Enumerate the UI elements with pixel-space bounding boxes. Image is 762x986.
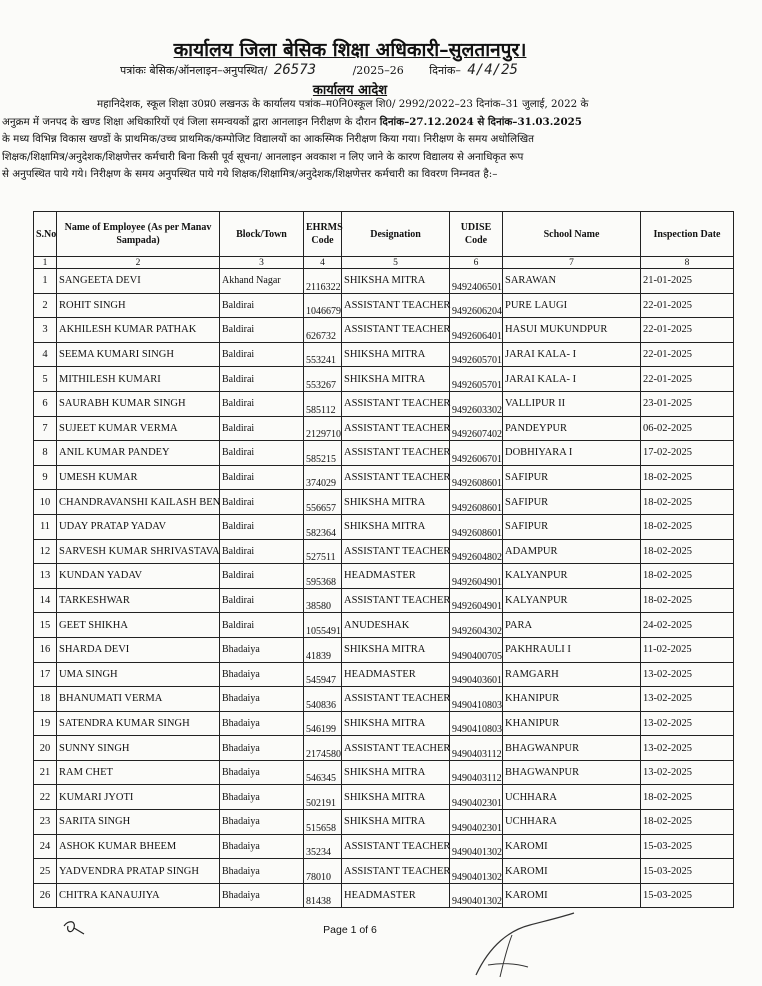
cell-block: Bhadaiya [220, 760, 304, 785]
cell-designation: ASSISTANT TEACHER [342, 834, 450, 859]
cell-school: KHANIPUR [503, 687, 641, 712]
cell-block: Baldirai [220, 465, 304, 490]
cell-block: Bhadaiya [220, 711, 304, 736]
cell-name: UMESH KUMAR [57, 465, 220, 490]
col-number: 6 [450, 257, 503, 269]
cell-date: 24-02-2025 [641, 613, 734, 638]
cell-designation: HEADMASTER [342, 564, 450, 589]
cell-designation: SHIKSHA MITRA [342, 342, 450, 367]
cell-udise: 9490401302 [450, 859, 503, 884]
cell-ehrms: 585215 [304, 441, 342, 466]
cell-sno: 5 [34, 367, 57, 392]
cell-date: 18-02-2025 [641, 564, 734, 589]
cell-block: Baldirai [220, 514, 304, 539]
cell-date: 15-03-2025 [641, 859, 734, 884]
cell-designation: SHIKSHA MITRA [342, 490, 450, 515]
cell-udise: 9490402301 [450, 810, 503, 835]
cell-designation: SHIKSHA MITRA [342, 367, 450, 392]
col-number: 8 [641, 257, 734, 269]
cell-sno: 15 [34, 613, 57, 638]
cell-designation: ASSISTANT TEACHER [342, 539, 450, 564]
table-row [34, 662, 734, 687]
paragraph-line-4: शिक्षक/शिक्षामित्र/अनुदेशक/शिक्षणेत्तर कर्मचारी बिना किसी पूर्व सूचना/ आनलाइन अवकाश न लिए जाने के कारण विद्यालय से अनाधिकृत रूप [2, 150, 524, 163]
cell-block: Baldirai [220, 342, 304, 367]
cell-udise: 9492605701 [450, 367, 503, 392]
cell-sno: 7 [34, 416, 57, 441]
cell-date: 21-01-2025 [641, 269, 734, 294]
cell-school: VALLIPUR II [503, 391, 641, 416]
cell-sno: 16 [34, 637, 57, 662]
cell-ehrms: 1046679 [304, 293, 342, 318]
cell-school: DOBHIYARA I [503, 441, 641, 466]
cell-ehrms: 582364 [304, 514, 342, 539]
table-row [34, 391, 734, 416]
cell-sno: 1 [34, 269, 57, 294]
cell-sno: 22 [34, 785, 57, 810]
table-row [34, 441, 734, 466]
cell-name: SANGEETA DEVI [57, 269, 220, 294]
cell-date: 22-01-2025 [641, 367, 734, 392]
cell-school: JARAI KALA- I [503, 367, 641, 392]
paragraph-line-2a: अनुक्रम में जनपद के खण्ड शिक्षा अधिकारियों एवं जिला समन्वयकों द्वारा आनलाइन निरीक्षण के दौरान [2, 115, 377, 128]
cell-udise: 9492604802 [450, 539, 503, 564]
cell-date: 18-02-2025 [641, 490, 734, 515]
cell-name: ASHOK KUMAR BHEEM [57, 834, 220, 859]
table-row [34, 834, 734, 859]
cell-date: 18-02-2025 [641, 785, 734, 810]
cell-udise: 9492606204 [450, 293, 503, 318]
cell-sno: 26 [34, 883, 57, 908]
cell-school: SARAWAN [503, 269, 641, 294]
cell-school: ADAMPUR [503, 539, 641, 564]
cell-date: 22-01-2025 [641, 318, 734, 343]
cell-date: 15-03-2025 [641, 883, 734, 908]
cell-udise: 9490402301 [450, 785, 503, 810]
cell-date: 13-02-2025 [641, 662, 734, 687]
col-number: 2 [57, 257, 220, 269]
cell-sno: 24 [34, 834, 57, 859]
cell-block: Bhadaiya [220, 736, 304, 761]
cell-name: BHANUMATI VERMA [57, 687, 220, 712]
cell-designation: ASSISTANT TEACHER [342, 293, 450, 318]
cell-ehrms: 595368 [304, 564, 342, 589]
cell-name: SARITA SINGH [57, 810, 220, 835]
table-row [34, 367, 734, 392]
cell-udise: 9492608601 [450, 490, 503, 515]
paragraph-line-1: महानिदेशक, स्कूल शिक्षा उ0प्र0 लखनऊ के कार्यालय पत्रांक–म0नि0स्कूल शि0/ 2992/2022–23 दिनांक–31 जुलाई, 2022 के [97, 98, 589, 110]
cell-block: Bhadaiya [220, 662, 304, 687]
page-number: Page 1 of 6 [323, 924, 377, 936]
table-row [34, 883, 734, 908]
cell-udise: 9492607402 [450, 416, 503, 441]
cell-designation: ANUDESHAK [342, 613, 450, 638]
header-block: Block/Town [220, 212, 304, 257]
col-number: 3 [220, 257, 304, 269]
cell-date: 13-02-2025 [641, 760, 734, 785]
table-header-row [34, 212, 734, 257]
cell-date: 13-02-2025 [641, 711, 734, 736]
cell-udise: 9490401302 [450, 883, 503, 908]
ref-number: 26573 [273, 62, 317, 78]
cell-school: BHAGWANPUR [503, 760, 641, 785]
cell-school: BHAGWANPUR [503, 736, 641, 761]
cell-date: 18-02-2025 [641, 539, 734, 564]
cell-block: Baldirai [220, 367, 304, 392]
cell-ehrms: 556657 [304, 490, 342, 515]
cell-name: TARKESHWAR [57, 588, 220, 613]
header-sno: S.No [34, 212, 57, 257]
cell-designation: SHIKSHA MITRA [342, 760, 450, 785]
cell-name: SAURABH KUMAR SINGH [57, 391, 220, 416]
order-paragraph [2, 96, 762, 184]
table-row [34, 416, 734, 441]
cell-block: Baldirai [220, 564, 304, 589]
cell-school: JARAI KALA- I [503, 342, 641, 367]
cell-udise: 9490410803 [450, 711, 503, 736]
header-name: Name of Employee (As per Manav Sampada) [57, 212, 220, 257]
cell-block: Bhadaiya [220, 834, 304, 859]
cell-designation: ASSISTANT TEACHER [342, 736, 450, 761]
cell-ehrms: 41839 [304, 637, 342, 662]
cell-designation: ASSISTANT TEACHER [342, 318, 450, 343]
cell-designation: ASSISTANT TEACHER [342, 391, 450, 416]
cell-ehrms: 546199 [304, 711, 342, 736]
cell-ehrms: 81438 [304, 883, 342, 908]
cell-udise: 9492603302 [450, 391, 503, 416]
cell-designation: ASSISTANT TEACHER [342, 416, 450, 441]
table-row [34, 785, 734, 810]
cell-date: 17-02-2025 [641, 441, 734, 466]
cell-sno: 20 [34, 736, 57, 761]
cell-udise: 9490403112 [450, 736, 503, 761]
cell-name: YADVENDRA PRATAP SINGH [57, 859, 220, 884]
table-row [34, 637, 734, 662]
cell-date: 22-01-2025 [641, 293, 734, 318]
table-row [34, 687, 734, 712]
cell-school: KHANIPUR [503, 711, 641, 736]
table-row [34, 269, 734, 294]
cell-designation: HEADMASTER [342, 883, 450, 908]
cell-udise: 9492406501 [450, 269, 503, 294]
cell-designation: HEADMASTER [342, 662, 450, 687]
cell-school: PANDEYPUR [503, 416, 641, 441]
cell-sno: 21 [34, 760, 57, 785]
column-number-row [34, 257, 734, 269]
cell-sno: 13 [34, 564, 57, 589]
office-title: कार्यालय जिला बेसिक शिक्षा अधिकारी–सुलतानपुर। [173, 39, 527, 61]
paragraph-line-5: से अनुपस्थित पाये गये। निरीक्षण के समय अनुपस्थित पाये गये शिक्षक/शिक्षामित्र/अनुदेशक/शिक्षणेत्तर कर्मचारी का विवरण निम्नवत है:– [2, 168, 498, 180]
cell-school: UCHHARA [503, 785, 641, 810]
cell-name: KUNDAN YADAV [57, 564, 220, 589]
cell-ehrms: 515658 [304, 810, 342, 835]
col-number: 4 [304, 257, 342, 269]
header-udise: UDISE Code [450, 212, 503, 257]
table-row [34, 318, 734, 343]
cell-name: CHITRA KANAUJIYA [57, 883, 220, 908]
cell-school: PAKHRAULI I [503, 637, 641, 662]
cell-udise: 9492608601 [450, 514, 503, 539]
cell-date: 23-01-2025 [641, 391, 734, 416]
cell-date: 22-01-2025 [641, 342, 734, 367]
cell-ehrms: 553241 [304, 342, 342, 367]
cell-name: UMA SINGH [57, 662, 220, 687]
cell-ehrms: 374029 [304, 465, 342, 490]
date-range: दिनांक–27.12.2024 से दिनांक–31.03.2025 [379, 115, 582, 128]
table-row [34, 539, 734, 564]
cell-ehrms: 2174580 [304, 736, 342, 761]
cell-block: Akhand Nagar [220, 269, 304, 294]
employee-table [33, 211, 734, 908]
cell-date: 13-02-2025 [641, 687, 734, 712]
cell-date: 06-02-2025 [641, 416, 734, 441]
header-school: School Name [503, 212, 641, 257]
cell-name: SHARDA DEVI [57, 637, 220, 662]
cell-ehrms: 502191 [304, 785, 342, 810]
cell-sno: 12 [34, 539, 57, 564]
cell-udise: 9492604302 [450, 613, 503, 638]
cell-block: Baldirai [220, 318, 304, 343]
cell-block: Bhadaiya [220, 883, 304, 908]
ref-year: /2025–26 [352, 64, 404, 77]
cell-ehrms: 553267 [304, 367, 342, 392]
paragraph-line-2 [2, 114, 762, 132]
cell-date: 18-02-2025 [641, 514, 734, 539]
cell-ehrms: 527511 [304, 539, 342, 564]
cell-block: Baldirai [220, 391, 304, 416]
cell-sno: 14 [34, 588, 57, 613]
cell-udise: 9490403601 [450, 662, 503, 687]
cell-date: 11-02-2025 [641, 637, 734, 662]
header-date: Inspection Date [641, 212, 734, 257]
cell-name: CHANDRAVANSHI KAILASH BEN [57, 490, 220, 515]
cell-block: Baldirai [220, 416, 304, 441]
cell-name: ROHIT SINGH [57, 293, 220, 318]
cell-block: Bhadaiya [220, 810, 304, 835]
cell-ehrms: 540836 [304, 687, 342, 712]
cell-ehrms: 2129710 [304, 416, 342, 441]
cell-designation: SHIKSHA MITRA [342, 711, 450, 736]
cell-school: PARA [503, 613, 641, 638]
cell-designation: SHIKSHA MITRA [342, 269, 450, 294]
cell-school: UCHHARA [503, 810, 641, 835]
cell-name: ANIL KUMAR PANDEY [57, 441, 220, 466]
cell-ehrms: 626732 [304, 318, 342, 343]
table-row [34, 564, 734, 589]
table-row [34, 859, 734, 884]
cell-designation: ASSISTANT TEACHER [342, 859, 450, 884]
cell-ehrms: 546345 [304, 760, 342, 785]
cell-designation: ASSISTANT TEACHER [342, 441, 450, 466]
table-row [34, 711, 734, 736]
cell-udise: 9490400705 [450, 637, 503, 662]
table-row [34, 293, 734, 318]
cell-school: PURE LAUGI [503, 293, 641, 318]
signature-icon [470, 905, 580, 980]
cell-sno: 2 [34, 293, 57, 318]
cell-sno: 10 [34, 490, 57, 515]
cell-designation: SHIKSHA MITRA [342, 810, 450, 835]
cell-designation: ASSISTANT TEACHER [342, 465, 450, 490]
cell-udise: 9492606401 [450, 318, 503, 343]
cell-name: AKHILESH KUMAR PATHAK [57, 318, 220, 343]
cell-school: KALYANPUR [503, 564, 641, 589]
cell-sno: 8 [34, 441, 57, 466]
date-label: दिनांक– [429, 64, 461, 77]
cell-sno: 6 [34, 391, 57, 416]
cell-sno: 17 [34, 662, 57, 687]
ref-prefix: पत्रांकः बेसिक/ऑनलाइन–अनुपस्थित/ [120, 64, 268, 77]
cell-sno: 25 [34, 859, 57, 884]
reference-line [120, 62, 521, 78]
cell-block: Baldirai [220, 588, 304, 613]
cell-school: SAFIPUR [503, 490, 641, 515]
cell-designation: SHIKSHA MITRA [342, 514, 450, 539]
cell-school: KAROMI [503, 859, 641, 884]
cell-ehrms: 545947 [304, 662, 342, 687]
cell-udise: 9490401302 [450, 834, 503, 859]
col-number: 7 [503, 257, 641, 269]
cell-name: GEET SHIKHA [57, 613, 220, 638]
cell-udise: 9490403112 [450, 760, 503, 785]
cell-name: SARVESH KUMAR SHRIVASTAVA [57, 539, 220, 564]
table-row [34, 342, 734, 367]
cell-school: KAROMI [503, 834, 641, 859]
cell-sno: 3 [34, 318, 57, 343]
cell-block: Bhadaiya [220, 637, 304, 662]
cell-block: Baldirai [220, 613, 304, 638]
cell-block: Bhadaiya [220, 859, 304, 884]
cell-udise: 9492608601 [450, 465, 503, 490]
cell-ehrms: 585112 [304, 391, 342, 416]
cell-block: Baldirai [220, 293, 304, 318]
order-title: कार्यालय आदेश [312, 83, 388, 98]
cell-ehrms: 35234 [304, 834, 342, 859]
cell-udise: 9492606701 [450, 441, 503, 466]
cell-ehrms: 38580 [304, 588, 342, 613]
header-designation: Designation [342, 212, 450, 257]
cell-designation: SHIKSHA MITRA [342, 785, 450, 810]
table-row [34, 760, 734, 785]
cell-designation: SHIKSHA MITRA [342, 637, 450, 662]
table-row [34, 588, 734, 613]
cell-school: HASUI MUKUNDPUR [503, 318, 641, 343]
col-number: 1 [34, 257, 57, 269]
col-number: 5 [342, 257, 450, 269]
cell-udise: 9492605701 [450, 342, 503, 367]
table-row [34, 613, 734, 638]
cell-name: SUNNY SINGH [57, 736, 220, 761]
cell-name: UDAY PRATAP YADAV [57, 514, 220, 539]
table-body [34, 269, 734, 908]
cell-sno: 4 [34, 342, 57, 367]
cell-designation: ASSISTANT TEACHER [342, 588, 450, 613]
cell-block: Bhadaiya [220, 687, 304, 712]
cell-sno: 23 [34, 810, 57, 835]
date-value: 4/4/25 [467, 62, 518, 78]
cell-school: KALYANPUR [503, 588, 641, 613]
cell-block: Baldirai [220, 490, 304, 515]
table-row [34, 810, 734, 835]
cell-name: KUMARI JYOTI [57, 785, 220, 810]
cell-date: 18-02-2025 [641, 810, 734, 835]
cell-ehrms: 2116322 [304, 269, 342, 294]
cell-ehrms: 1055491 [304, 613, 342, 638]
header-ehrms: EHRMS Code [304, 212, 342, 257]
cell-sno: 18 [34, 687, 57, 712]
table-row [34, 490, 734, 515]
cell-sno: 11 [34, 514, 57, 539]
cell-name: SEEMA KUMARI SINGH [57, 342, 220, 367]
cell-name: SUJEET KUMAR VERMA [57, 416, 220, 441]
table-row [34, 736, 734, 761]
cell-sno: 9 [34, 465, 57, 490]
cell-date: 13-02-2025 [641, 736, 734, 761]
cell-block: Bhadaiya [220, 785, 304, 810]
cell-udise: 9490410803 [450, 687, 503, 712]
cell-name: MITHILESH KUMARI [57, 367, 220, 392]
cell-name: SATENDRA KUMAR SINGH [57, 711, 220, 736]
initials-mark-icon [60, 918, 90, 940]
cell-school: SAFIPUR [503, 465, 641, 490]
cell-ehrms: 78010 [304, 859, 342, 884]
table-row [34, 514, 734, 539]
table-row [34, 465, 734, 490]
cell-school: SAFIPUR [503, 514, 641, 539]
cell-school: KAROMI [503, 883, 641, 908]
cell-date: 15-03-2025 [641, 834, 734, 859]
cell-udise: 9492604901 [450, 588, 503, 613]
cell-name: RAM CHET [57, 760, 220, 785]
cell-designation: ASSISTANT TEACHER [342, 687, 450, 712]
cell-date: 18-02-2025 [641, 588, 734, 613]
paragraph-line-3: के मध्य विभिन्न विकास खण्डों के प्राथमिक/उच्च प्राथमिक/कम्पोजिट विद्यालयों का आकस्मिक निरीक्षण किया गया। निरीक्षण के समय अधोलिखित [2, 133, 535, 145]
cell-school: RAMGARH [503, 662, 641, 687]
cell-udise: 9492604901 [450, 564, 503, 589]
cell-sno: 19 [34, 711, 57, 736]
cell-block: Baldirai [220, 539, 304, 564]
cell-block: Baldirai [220, 441, 304, 466]
cell-date: 18-02-2025 [641, 465, 734, 490]
